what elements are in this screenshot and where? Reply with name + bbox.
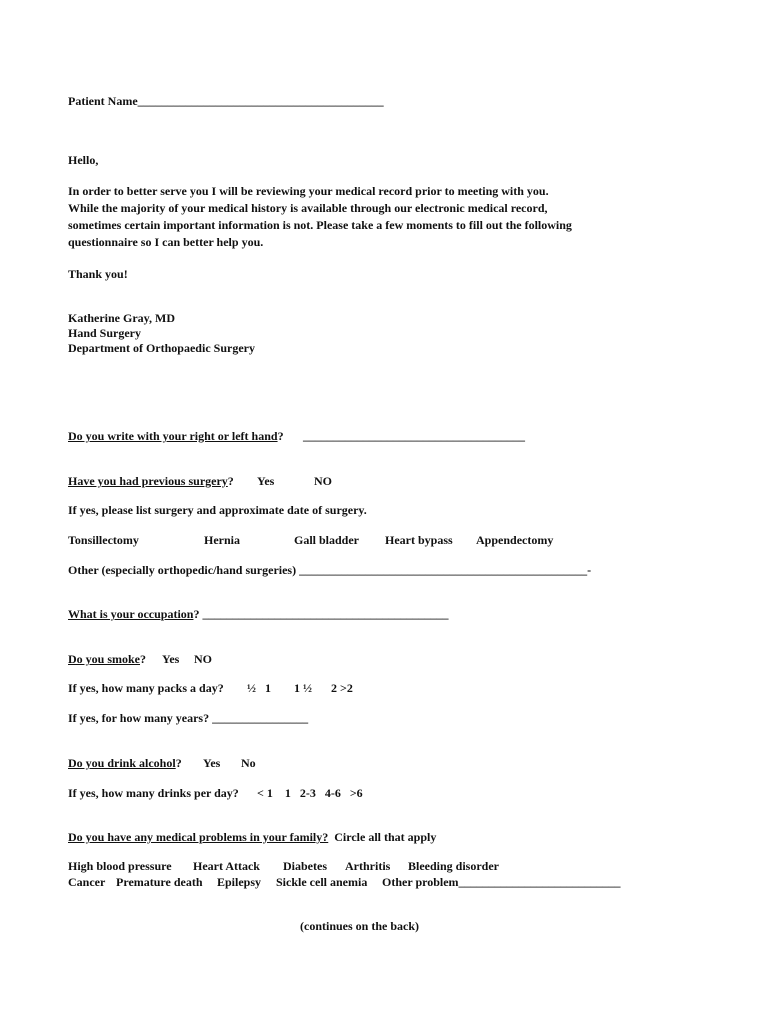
- hand-question-mark: ?: [277, 429, 284, 443]
- alcohol-question-text: Do you drink alcohol: [68, 756, 176, 770]
- occupation-answer-field[interactable]: ? _________________________________________: [193, 607, 449, 621]
- letter-body-line-4: questionnaire so I can better help you.: [68, 235, 264, 249]
- family-question: [68, 829, 436, 845]
- surgery-question: [68, 473, 234, 489]
- family-option-sickle-cell-anemia[interactable]: Sickle cell anemia: [276, 875, 368, 889]
- family-option-cancer[interactable]: Cancer: [68, 875, 106, 889]
- surgery-yes-option[interactable]: Yes: [257, 474, 275, 488]
- surgery-followup: If yes, please list surgery and approximate date of surgery.: [68, 503, 367, 517]
- signature-title: Hand Surgery: [68, 326, 142, 340]
- signature-department: Department of Orthopaedic Surgery: [68, 341, 255, 355]
- hand-question-text: Do you write with your right or left hand: [68, 429, 278, 443]
- surgery-option-heart-bypass[interactable]: Heart bypass: [385, 533, 453, 547]
- occupation-question-text: What is your occupation: [68, 607, 194, 621]
- continues-note: (continues on the back): [300, 919, 420, 933]
- family-option-premature-death[interactable]: Premature death: [116, 875, 203, 889]
- hand-answer-field[interactable]: _____________________________________: [303, 429, 525, 443]
- family-option-epilepsy[interactable]: Epilepsy: [217, 875, 262, 889]
- family-option-diabetes[interactable]: Diabetes: [283, 859, 327, 873]
- surgery-question-mark: ?: [227, 474, 234, 488]
- surgery-option-gall-bladder[interactable]: Gall bladder: [294, 533, 360, 547]
- family-option-high-blood-pressure[interactable]: High blood pressure: [68, 859, 172, 873]
- hand-question: [68, 428, 284, 444]
- packs-option-two[interactable]: 2 >2: [331, 681, 353, 695]
- packs-option-one-half[interactable]: 1 ½: [294, 681, 312, 695]
- drinks-options[interactable]: < 1 1 2-3 4-6 >6: [257, 786, 363, 800]
- family-question-instruction: Circle all that apply: [328, 830, 437, 844]
- family-option-bleeding-disorder[interactable]: Bleeding disorder: [408, 859, 500, 873]
- smoke-yes-option[interactable]: Yes: [162, 652, 180, 666]
- surgery-other-field[interactable]: Other (especially orthopedic/hand surgeries) ________________________________________________-: [68, 563, 592, 577]
- signature-name: Katherine Gray, MD: [68, 311, 175, 325]
- letter-body-line-1: In order to better serve you I will be reviewing your medical record prior to meeting with you.: [68, 184, 549, 198]
- family-option-other-problem[interactable]: Other problem___________________________: [382, 875, 621, 889]
- patient-name-field[interactable]: Patient Name_________________________________________: [68, 94, 384, 108]
- packs-option-one[interactable]: 1: [265, 681, 271, 695]
- surgery-option-tonsillectomy[interactable]: Tonsillectomy: [68, 533, 139, 547]
- surgery-question-text: Have you had previous surgery: [68, 474, 228, 488]
- alcohol-yes-option[interactable]: Yes: [203, 756, 221, 770]
- thank-you: Thank you!: [68, 267, 128, 281]
- smoke-question: [68, 651, 146, 667]
- alcohol-question: [68, 755, 182, 771]
- smoke-years-field[interactable]: If yes, for how many years? ________________: [68, 711, 309, 725]
- family-option-heart-attack[interactable]: Heart Attack: [193, 859, 260, 873]
- alcohol-no-option[interactable]: No: [241, 756, 256, 770]
- surgery-option-hernia[interactable]: Hernia: [204, 533, 240, 547]
- letter-body-line-3: sometimes certain important information is not. Please take a few moments to fill out the following: [68, 218, 572, 232]
- greeting: Hello,: [68, 153, 99, 167]
- drinks-question: If yes, how many drinks per day?: [68, 786, 239, 800]
- packs-option-half[interactable]: ½: [247, 681, 256, 695]
- smoke-no-option[interactable]: NO: [194, 652, 212, 666]
- occupation-question[interactable]: [68, 606, 448, 622]
- surgery-no-option[interactable]: NO: [314, 474, 332, 488]
- family-option-arthritis[interactable]: Arthritis: [345, 859, 391, 873]
- surgery-option-appendectomy[interactable]: Appendectomy: [476, 533, 554, 547]
- packs-question: If yes, how many packs a day?: [68, 681, 224, 695]
- letter-body-line-2: While the majority of your medical history is available through our electronic medical record,: [68, 201, 548, 215]
- smoke-question-mark: ?: [140, 652, 147, 666]
- alcohol-question-mark: ?: [175, 756, 182, 770]
- smoke-question-text: Do you smoke: [68, 652, 141, 666]
- family-question-text: Do you have any medical problems in your family?: [68, 830, 329, 844]
